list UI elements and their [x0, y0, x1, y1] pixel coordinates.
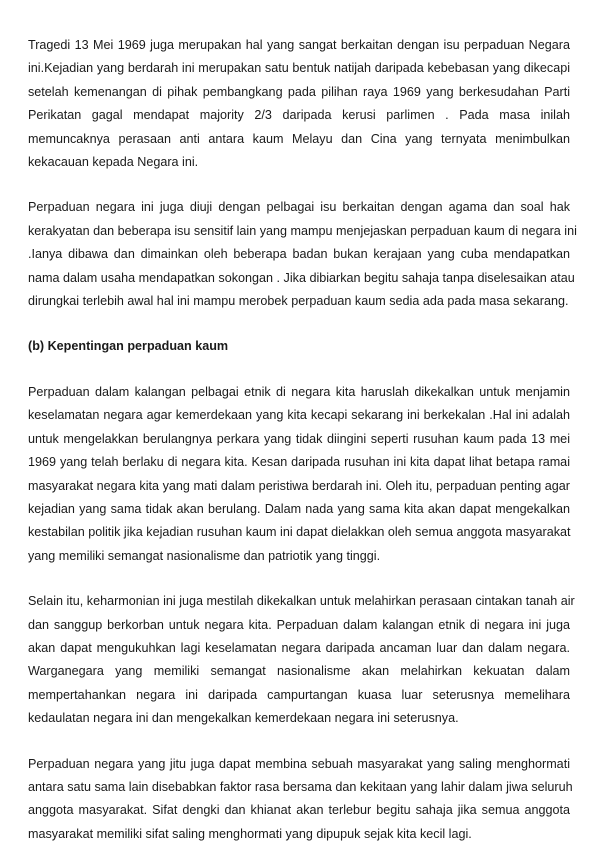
text-line: dan sanggup berkorban untuk negara kita. Perpaduan dalam kalangan etnik di negara ini juga	[28, 617, 570, 632]
text-line: kekacauan kepada Negara ini.	[28, 155, 199, 170]
text-line: masyarakat memiliki sifat saling menghormati yang dipupuk sejak kita kecil lagi.	[28, 826, 472, 841]
text-line: kestabilan politik jika kejadian rusuhan kaum ini dapat dielakkan oleh semua anggota masyarakat	[28, 525, 571, 540]
text-line: mempertahankan negara ini daripada campurtangan kuasa luar seterusnya memelihara	[28, 687, 570, 702]
text-line: keselamatan negara agar kemerdekaan yang kita kecapi sekarang ini berkekalan .Hal ini adalah	[28, 408, 570, 423]
paragraph	[28, 753, 573, 846]
text-line: .Ianya dibawa dan dimainkan oleh beberapa badan bukan kerajaan yang cuba mendapatkan	[28, 247, 570, 262]
text-line: 1969 yang telah berlaku di negara kita. Kesan daripada rusuhan ini kita dapat lihat betapa ramai	[28, 455, 570, 470]
text-line: Perpaduan negara yang jitu juga dapat membina sebuah masyarakat yang saling menghormati	[28, 756, 570, 771]
text-line: yang memiliki semangat nasionalisme dan patriotik yang tinggi.	[28, 548, 381, 563]
text-line: Tragedi 13 Mei 1969 juga merupakan hal yang sangat berkaitan dengan isu perpaduan Negara	[28, 38, 570, 52]
text-line: Perpaduan negara ini juga diuji dengan pelbagai isu berkaitan dengan agama dan soal hak	[28, 200, 570, 215]
text-line: anggota masyarakat. Sifat dengki dan khianat akan terlebur begitu sahaja jika semua anggota	[28, 803, 570, 818]
text-line: memuncaknya perasaan anti antara kaum Melayu dan Cina yang ternyata menimbulkan	[28, 131, 570, 146]
paragraph	[28, 34, 570, 174]
section-heading: (b) Kepentingan perpaduan kaum	[28, 339, 229, 354]
text-line: kedaulatan negara ini dan mengekalkan kemerdekaan negara ini seterusnya.	[28, 711, 459, 726]
section-before-heading	[28, 34, 577, 313]
section-after-heading	[28, 381, 575, 846]
text-line: Warganegara yang memiliki semangat nasionalisme akan melahirkan kekuatan dalam	[28, 664, 570, 679]
text-line: Perikatan gagal mendapat majority 2/3 daripada kerusi parlimen . Pada masa inilah	[28, 108, 570, 123]
paragraph	[28, 196, 577, 313]
text-line: Perpaduan dalam kalangan pelbagai etnik di negara kita haruslah dikekalkan untuk menjamin	[28, 384, 570, 399]
text-line: dirungkai terlebih awal hal ini mampu merobek perpaduan kaum sedia ada pada masa sekarang.	[28, 294, 569, 309]
text-line: nama dalam usaha mendapatkan sokongan . Jika dibiarkan begitu sahaja tanpa diselesaikan atau	[28, 270, 575, 285]
text-line: akan dapat mengukuhkan lagi keselamatan negara daripada ancaman luar dan dalam negara.	[28, 640, 570, 655]
text-line: setelah kemenangan di pihak pembangkang pada pilihan raya 1969 yang berkesudahan Parti	[28, 84, 570, 99]
text-line: Selain itu, keharmonian ini juga mestilah dikekalkan untuk melahirkan perasaan cintakan tanah air	[28, 594, 575, 609]
text-line: untuk mengelakkan berulangnya perkara yang tidak diingini seperti rusuhan kaum pada 13 mei	[28, 431, 570, 446]
paragraph	[28, 381, 570, 568]
text-line: masyarakat negara kita yang mati dalam peristiwa berdarah ini. Oleh itu, perpaduan penting agar	[28, 478, 570, 493]
text-line: kejadian yang sama tidak akan berulang. Dalam nada yang sama kita akan dapat mengekalkan	[28, 501, 570, 516]
text-line: antara satu sama lain disebabkan faktor rasa bersama dan kekitaan yang lahir dalam jiwa seluruh	[28, 779, 573, 794]
text-line: kerakyatan dan beberapa isu sensitif lain yang mampu menjejaskan perpaduan kaum di negara ini	[28, 223, 577, 238]
paragraph	[28, 590, 575, 730]
text-line: ini.Kejadian yang berdarah ini merupakan satu bentuk natijah daripada kebebasan yang dikecapi	[28, 61, 570, 76]
